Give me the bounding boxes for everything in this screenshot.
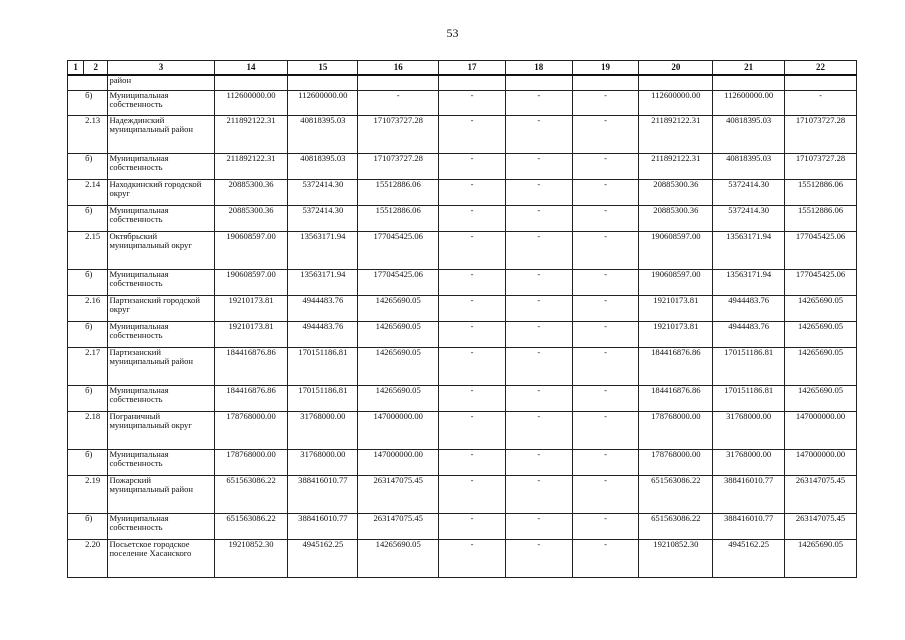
value-cell-14: 211892122.31 <box>214 115 288 153</box>
row-name-cell: Муниципальная собственность <box>108 153 214 179</box>
value-cell-20: 211892122.31 <box>639 115 713 153</box>
value-cell-21 <box>713 75 785 90</box>
value-cell-16: 14265690.05 <box>358 347 439 385</box>
column-header: 15 <box>288 61 358 76</box>
column-header: 14 <box>214 61 288 76</box>
row-col1-cell <box>68 385 84 411</box>
row-number-cell: 2.14 <box>84 179 108 205</box>
value-cell-19 <box>572 75 639 90</box>
row-col1-cell <box>68 90 84 115</box>
value-cell-15: 4944483.76 <box>288 295 358 321</box>
value-cell-18: - <box>505 231 572 269</box>
row-name-cell: Муниципальная собственность <box>108 385 214 411</box>
row-number-cell: 2.20 <box>84 539 108 577</box>
table-row <box>68 411 857 449</box>
value-cell-19: - <box>572 295 639 321</box>
value-cell-15: 13563171.94 <box>288 269 358 295</box>
value-cell-16: 263147075.45 <box>358 513 439 539</box>
row-col1-cell <box>68 205 84 231</box>
value-cell-21: 388416010.77 <box>713 513 785 539</box>
row-name-cell: Муниципальная собственность <box>108 269 214 295</box>
table-row <box>68 539 857 577</box>
value-cell-19: - <box>572 475 639 513</box>
row-col1-cell <box>68 347 84 385</box>
table-row <box>68 347 857 385</box>
value-cell-18: - <box>505 513 572 539</box>
value-cell-20: 112600000.00 <box>639 90 713 115</box>
table-row <box>68 153 857 179</box>
value-cell-20 <box>639 75 713 90</box>
value-cell-16: 147000000.00 <box>358 411 439 449</box>
row-number-cell: 2.18 <box>84 411 108 449</box>
row-number-cell: б) <box>84 321 108 347</box>
value-cell-20: 20885300.36 <box>639 179 713 205</box>
value-cell-18: - <box>505 179 572 205</box>
value-cell-17: - <box>439 475 506 513</box>
value-cell-16: 171073727.28 <box>358 115 439 153</box>
value-cell-17: - <box>439 411 506 449</box>
value-cell-18 <box>505 75 572 90</box>
value-cell-21: 5372414.30 <box>713 179 785 205</box>
column-header: 18 <box>505 61 572 76</box>
value-cell-22: 147000000.00 <box>785 449 857 475</box>
value-cell-17: - <box>439 179 506 205</box>
header-row <box>68 61 857 76</box>
value-cell-16: 15512886.06 <box>358 205 439 231</box>
table-row <box>68 513 857 539</box>
value-cell-14: 178768000.00 <box>214 449 288 475</box>
value-cell-16: 177045425.06 <box>358 231 439 269</box>
value-cell-19: - <box>572 205 639 231</box>
value-cell-22: 171073727.28 <box>785 115 857 153</box>
value-cell-14: 19210852.30 <box>214 539 288 577</box>
value-cell-21: 5372414.30 <box>713 205 785 231</box>
value-cell-14: 184416876.86 <box>214 347 288 385</box>
value-cell-16: 15512886.06 <box>358 179 439 205</box>
column-header: 22 <box>785 61 857 76</box>
value-cell-20: 178768000.00 <box>639 449 713 475</box>
row-number-cell: б) <box>84 513 108 539</box>
table-row <box>68 179 857 205</box>
value-cell-15 <box>288 75 358 90</box>
table-header <box>68 61 857 76</box>
row-name-cell: Муниципальная собственность <box>108 205 214 231</box>
row-name-cell: Муниципальная собственность <box>108 513 214 539</box>
value-cell-15: 388416010.77 <box>288 513 358 539</box>
value-cell-14: 184416876.86 <box>214 385 288 411</box>
row-name-cell: Пограничный муниципальный округ <box>108 411 214 449</box>
table-row <box>68 385 857 411</box>
value-cell-18: - <box>505 475 572 513</box>
row-number-cell: 2.13 <box>84 115 108 153</box>
table-row <box>68 115 857 153</box>
value-cell-22: - <box>785 90 857 115</box>
value-cell-21: 31768000.00 <box>713 411 785 449</box>
value-cell-17: - <box>439 231 506 269</box>
value-cell-20: 190608597.00 <box>639 269 713 295</box>
value-cell-17: - <box>439 295 506 321</box>
row-number-cell: б) <box>84 449 108 475</box>
row-number-cell: б) <box>84 205 108 231</box>
value-cell-19: - <box>572 115 639 153</box>
row-number-cell: 2.19 <box>84 475 108 513</box>
value-cell-18: - <box>505 153 572 179</box>
value-cell-22: 263147075.45 <box>785 475 857 513</box>
column-header: 20 <box>639 61 713 76</box>
value-cell-19: - <box>572 179 639 205</box>
value-cell-20: 651563086.22 <box>639 475 713 513</box>
value-cell-16: 14265690.05 <box>358 321 439 347</box>
value-cell-15: 170151186.81 <box>288 347 358 385</box>
row-col1-cell <box>68 179 84 205</box>
value-cell-22: 14265690.05 <box>785 321 857 347</box>
row-name-cell: Муниципальная собственность <box>108 449 214 475</box>
value-cell-21: 170151186.81 <box>713 347 785 385</box>
value-cell-15: 388416010.77 <box>288 475 358 513</box>
value-cell-22: 14265690.05 <box>785 385 857 411</box>
value-cell-22: 171073727.28 <box>785 153 857 179</box>
value-cell-15: 112600000.00 <box>288 90 358 115</box>
column-header: 17 <box>439 61 506 76</box>
row-col1-cell <box>68 295 84 321</box>
value-cell-17: - <box>439 539 506 577</box>
value-cell-14: 651563086.22 <box>214 513 288 539</box>
row-col1-cell <box>68 153 84 179</box>
value-cell-20: 20885300.36 <box>639 205 713 231</box>
value-cell-20: 651563086.22 <box>639 513 713 539</box>
value-cell-17 <box>439 75 506 90</box>
value-cell-18: - <box>505 205 572 231</box>
row-col1-cell <box>68 539 84 577</box>
row-col1-cell <box>68 513 84 539</box>
table-row <box>68 321 857 347</box>
row-col1-cell <box>68 115 84 153</box>
table-row <box>68 475 857 513</box>
value-cell-22 <box>785 75 857 90</box>
value-cell-19: - <box>572 385 639 411</box>
value-cell-14: 651563086.22 <box>214 475 288 513</box>
table-body <box>68 75 857 577</box>
value-cell-21: 13563171.94 <box>713 269 785 295</box>
value-cell-15: 4945162.25 <box>288 539 358 577</box>
value-cell-14: 178768000.00 <box>214 411 288 449</box>
value-cell-15: 5372414.30 <box>288 179 358 205</box>
value-cell-21: 170151186.81 <box>713 385 785 411</box>
value-cell-17: - <box>439 513 506 539</box>
column-header: 2 <box>84 61 108 76</box>
value-cell-22: 15512886.06 <box>785 179 857 205</box>
value-cell-19: - <box>572 449 639 475</box>
value-cell-18: - <box>505 269 572 295</box>
column-header: 3 <box>108 61 214 76</box>
value-cell-14: 20885300.36 <box>214 179 288 205</box>
value-cell-15: 170151186.81 <box>288 385 358 411</box>
value-cell-14: 190608597.00 <box>214 269 288 295</box>
value-cell-20: 178768000.00 <box>639 411 713 449</box>
row-col1-cell <box>68 475 84 513</box>
value-cell-16: 263147075.45 <box>358 475 439 513</box>
value-cell-17: - <box>439 385 506 411</box>
value-cell-16 <box>358 75 439 90</box>
column-header: 21 <box>713 61 785 76</box>
row-name-cell: Посьетское городское поселение Хасанского <box>108 539 214 577</box>
value-cell-19: - <box>572 321 639 347</box>
value-cell-22: 14265690.05 <box>785 295 857 321</box>
table-row <box>68 231 857 269</box>
value-cell-15: 40818395.03 <box>288 115 358 153</box>
value-cell-17: - <box>439 269 506 295</box>
table-row <box>68 269 857 295</box>
value-cell-16: 14265690.05 <box>358 295 439 321</box>
row-name-cell: Партизанский муниципальный район <box>108 347 214 385</box>
row-number-cell: 2.17 <box>84 347 108 385</box>
row-number-cell: б) <box>84 269 108 295</box>
value-cell-21: 112600000.00 <box>713 90 785 115</box>
row-name-cell: район <box>108 75 214 90</box>
value-cell-20: 211892122.31 <box>639 153 713 179</box>
row-number-cell <box>84 75 108 90</box>
value-cell-14: 190608597.00 <box>214 231 288 269</box>
value-cell-19: - <box>572 347 639 385</box>
row-name-cell: Надеждинский муниципальный район <box>108 115 214 153</box>
value-cell-17: - <box>439 90 506 115</box>
value-cell-21: 40818395.03 <box>713 153 785 179</box>
value-cell-15: 40818395.03 <box>288 153 358 179</box>
row-col1-cell <box>68 75 84 90</box>
value-cell-18: - <box>505 385 572 411</box>
value-cell-21: 4944483.76 <box>713 295 785 321</box>
table-row <box>68 295 857 321</box>
value-cell-17: - <box>439 321 506 347</box>
value-cell-18: - <box>505 411 572 449</box>
value-cell-22: 177045425.06 <box>785 269 857 295</box>
value-cell-14: 19210173.81 <box>214 295 288 321</box>
value-cell-15: 5372414.30 <box>288 205 358 231</box>
value-cell-18: - <box>505 539 572 577</box>
value-cell-20: 184416876.86 <box>639 385 713 411</box>
value-cell-18: - <box>505 347 572 385</box>
value-cell-18: - <box>505 115 572 153</box>
value-cell-22: 14265690.05 <box>785 347 857 385</box>
value-cell-16: 171073727.28 <box>358 153 439 179</box>
row-name-cell: Муниципальная собственность <box>108 90 214 115</box>
row-number-cell: 2.15 <box>84 231 108 269</box>
value-cell-22: 15512886.06 <box>785 205 857 231</box>
row-col1-cell <box>68 269 84 295</box>
value-cell-17: - <box>439 449 506 475</box>
value-cell-16: 177045425.06 <box>358 269 439 295</box>
value-cell-20: 184416876.86 <box>639 347 713 385</box>
value-cell-22: 14265690.05 <box>785 539 857 577</box>
column-header: 16 <box>358 61 439 76</box>
value-cell-16: 147000000.00 <box>358 449 439 475</box>
value-cell-20: 190608597.00 <box>639 231 713 269</box>
row-col1-cell <box>68 449 84 475</box>
value-cell-17: - <box>439 153 506 179</box>
value-cell-17: - <box>439 205 506 231</box>
page-number: 53 <box>446 26 459 40</box>
row-number-cell: б) <box>84 385 108 411</box>
value-cell-15: 13563171.94 <box>288 231 358 269</box>
value-cell-17: - <box>439 115 506 153</box>
row-col1-cell <box>68 411 84 449</box>
value-cell-19: - <box>572 539 639 577</box>
value-cell-22: 147000000.00 <box>785 411 857 449</box>
value-cell-21: 31768000.00 <box>713 449 785 475</box>
row-number-cell: б) <box>84 90 108 115</box>
row-name-cell: Октябрьский муниципальный округ <box>108 231 214 269</box>
value-cell-15: 31768000.00 <box>288 411 358 449</box>
column-header: 1 <box>68 61 84 76</box>
value-cell-15: 31768000.00 <box>288 449 358 475</box>
value-cell-17: - <box>439 347 506 385</box>
row-col1-cell <box>68 321 84 347</box>
row-name-cell: Партизанский городской округ <box>108 295 214 321</box>
value-cell-18: - <box>505 295 572 321</box>
value-cell-14: 20885300.36 <box>214 205 288 231</box>
value-cell-19: - <box>572 513 639 539</box>
value-cell-22: 263147075.45 <box>785 513 857 539</box>
value-cell-16: 14265690.05 <box>358 539 439 577</box>
value-cell-19: - <box>572 90 639 115</box>
value-cell-20: 19210173.81 <box>639 321 713 347</box>
value-cell-14: 211892122.31 <box>214 153 288 179</box>
row-col1-cell <box>68 231 84 269</box>
value-cell-14 <box>214 75 288 90</box>
table-row <box>68 90 857 115</box>
value-cell-18: - <box>505 90 572 115</box>
value-cell-18: - <box>505 321 572 347</box>
table-row <box>68 449 857 475</box>
value-cell-21: 4945162.25 <box>713 539 785 577</box>
value-cell-14: 19210173.81 <box>214 321 288 347</box>
value-cell-19: - <box>572 153 639 179</box>
table-row <box>68 205 857 231</box>
value-cell-19: - <box>572 231 639 269</box>
value-cell-19: - <box>572 269 639 295</box>
row-number-cell: б) <box>84 153 108 179</box>
value-cell-20: 19210173.81 <box>639 295 713 321</box>
value-cell-21: 40818395.03 <box>713 115 785 153</box>
value-cell-21: 4944483.76 <box>713 321 785 347</box>
budget-table <box>67 60 857 578</box>
row-number-cell: 2.16 <box>84 295 108 321</box>
value-cell-15: 4944483.76 <box>288 321 358 347</box>
value-cell-22: 177045425.06 <box>785 231 857 269</box>
value-cell-20: 19210852.30 <box>639 539 713 577</box>
table-row <box>68 75 857 90</box>
row-name-cell: Муниципальная собственность <box>108 321 214 347</box>
value-cell-18: - <box>505 449 572 475</box>
value-cell-14: 112600000.00 <box>214 90 288 115</box>
value-cell-19: - <box>572 411 639 449</box>
value-cell-16: 14265690.05 <box>358 385 439 411</box>
value-cell-16: - <box>358 90 439 115</box>
row-name-cell: Пожарский муниципальный район <box>108 475 214 513</box>
column-header: 19 <box>572 61 639 76</box>
row-name-cell: Находкинский городской округ <box>108 179 214 205</box>
value-cell-21: 388416010.77 <box>713 475 785 513</box>
value-cell-21: 13563171.94 <box>713 231 785 269</box>
